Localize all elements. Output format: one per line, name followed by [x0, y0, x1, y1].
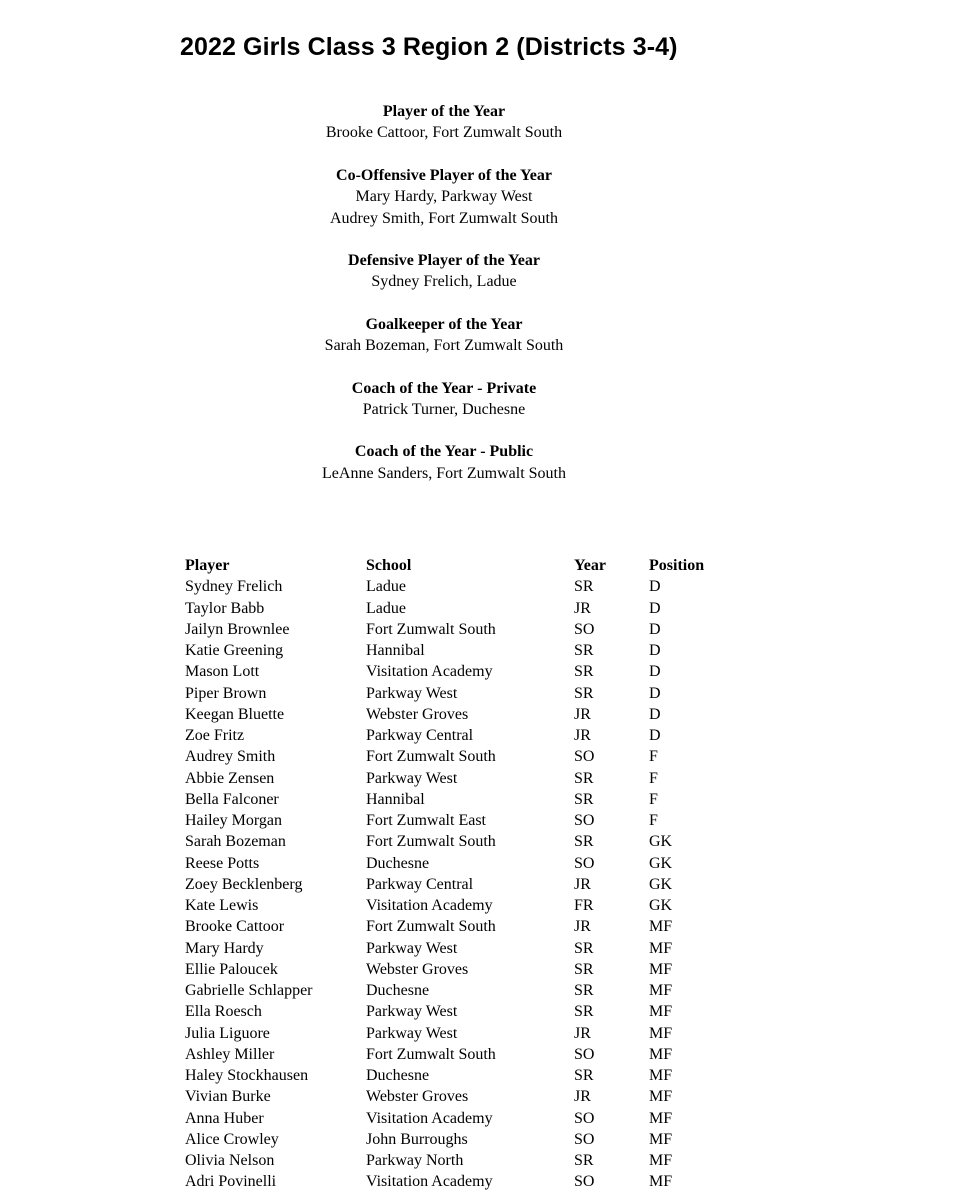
award-recipient: Sydney Frelich, Ladue	[371, 273, 517, 291]
year-cell: SR	[574, 982, 594, 999]
school-cell: Fort Zumwalt East	[366, 812, 486, 829]
year-cell: SO	[574, 748, 595, 766]
position-cell: D	[649, 599, 661, 617]
position-cell: MF	[649, 918, 673, 936]
table-row	[185, 1001, 729, 1022]
school-cell: Visitation Academy	[366, 1173, 493, 1191]
player-name-cell: Hailey Morgan	[185, 812, 283, 829]
award-block	[0, 165, 888, 229]
school-cell: Duchesne	[366, 854, 430, 872]
award-block	[0, 441, 888, 484]
table-row	[185, 938, 729, 959]
player-name-cell: Kate Lewis	[185, 897, 259, 914]
table-row	[185, 661, 729, 682]
table-row	[185, 831, 729, 852]
position-cell: D	[649, 684, 661, 702]
year-cell: SR	[574, 1152, 594, 1169]
table-row	[185, 746, 729, 767]
table-row	[185, 683, 729, 704]
table-row	[185, 640, 729, 661]
table-row	[185, 1129, 729, 1150]
year-cell: JR	[574, 599, 591, 617]
school-cell: Parkway North	[366, 1152, 464, 1169]
table-row	[185, 704, 729, 725]
position-cell: D	[649, 642, 661, 659]
position-cell: MF	[649, 1045, 673, 1063]
year-cell: JR	[574, 918, 591, 936]
school-cell: Fort Zumwalt South	[366, 918, 496, 936]
position-cell: MF	[649, 960, 673, 978]
table-row	[185, 810, 729, 831]
school-cell: Webster Groves	[366, 705, 469, 723]
school-cell: Duchesne	[366, 982, 430, 999]
player-name-cell: Bella Falconer	[185, 790, 279, 808]
position-cell: GK	[649, 875, 673, 893]
position-cell: F	[649, 748, 658, 766]
player-name-cell: Olivia Nelson	[185, 1152, 275, 1169]
award-recipient: Sarah Bozeman, Fort Zumwalt South	[324, 337, 564, 355]
position-cell: D	[649, 705, 661, 723]
year-cell: JR	[574, 727, 591, 744]
player-name-cell: Abbie Zensen	[185, 769, 275, 787]
table-row	[185, 768, 729, 789]
school-cell: Webster Groves	[366, 1088, 469, 1106]
table-row	[185, 874, 729, 895]
player-name-cell: Mary Hardy	[185, 939, 264, 957]
table-row	[185, 789, 729, 810]
award-recipient: LeAnne Sanders, Fort Zumwalt South	[322, 464, 566, 482]
player-name-cell: Mason Lott	[185, 663, 260, 681]
player-name-cell: Zoey Becklenberg	[185, 875, 303, 893]
table-row	[185, 598, 729, 619]
year-cell: SR	[574, 642, 594, 659]
school-cell: Duchesne	[366, 1067, 430, 1084]
player-name-cell: Haley Stockhausen	[185, 1067, 309, 1084]
header-player: Player	[185, 557, 230, 574]
table-row	[185, 959, 729, 980]
year-cell: SR	[574, 684, 594, 702]
position-cell: MF	[649, 1067, 673, 1084]
award-heading: Goalkeeper of the Year	[365, 315, 523, 333]
header-year: Year	[574, 557, 606, 574]
school-cell: Visitation Academy	[366, 897, 493, 914]
year-cell: SO	[574, 620, 595, 638]
player-name-cell: Ella Roesch	[185, 1003, 262, 1021]
year-cell: SR	[574, 960, 594, 978]
school-cell: Hannibal	[366, 790, 425, 808]
header-position: Position	[649, 557, 705, 574]
position-cell: GK	[649, 833, 673, 851]
year-cell: JR	[574, 1088, 591, 1106]
year-cell: SO	[574, 1173, 595, 1191]
award-block	[0, 378, 888, 421]
player-name-cell: Jailyn Brownlee	[185, 620, 290, 638]
award-recipient: Mary Hardy, Parkway West	[355, 188, 533, 206]
table-row	[185, 1171, 729, 1192]
player-name-cell: Piper Brown	[185, 684, 267, 702]
school-cell: Ladue	[366, 599, 406, 617]
table-row	[185, 916, 729, 937]
player-name-cell: Ashley Miller	[185, 1045, 275, 1063]
position-cell: D	[649, 578, 661, 596]
position-cell: GK	[649, 897, 673, 914]
year-cell: FR	[574, 897, 594, 914]
position-cell: MF	[649, 1152, 673, 1169]
player-name-cell: Adri Povinelli	[185, 1173, 277, 1191]
position-cell: F	[649, 769, 658, 787]
position-cell: D	[649, 727, 661, 744]
school-cell: Parkway West	[366, 1024, 458, 1042]
position-cell: D	[649, 663, 661, 681]
table-row	[185, 576, 729, 597]
player-name-cell: Anna Huber	[185, 1109, 264, 1127]
school-cell: Fort Zumwalt South	[366, 620, 496, 638]
award-block	[0, 250, 888, 293]
player-name-cell: Audrey Smith	[185, 748, 276, 766]
player-name-cell: Katie Greening	[185, 642, 284, 659]
year-cell: JR	[574, 1024, 591, 1042]
school-cell: Fort Zumwalt South	[366, 1045, 496, 1063]
position-cell: GK	[649, 854, 673, 872]
all-region-table	[185, 555, 729, 1193]
position-cell: MF	[649, 1088, 673, 1106]
player-name-cell: Vivian Burke	[185, 1088, 271, 1106]
year-cell: SR	[574, 1003, 594, 1021]
award-heading: Coach of the Year - Private	[351, 379, 537, 397]
year-cell: SR	[574, 663, 594, 681]
position-cell: MF	[649, 939, 673, 957]
school-cell: Ladue	[366, 578, 406, 596]
player-name-cell: Reese Potts	[185, 854, 260, 872]
year-cell: SO	[574, 1130, 595, 1148]
year-cell: JR	[574, 705, 591, 723]
year-cell: SR	[574, 790, 594, 808]
position-cell: F	[649, 812, 658, 829]
table-row	[185, 1150, 729, 1171]
position-cell: MF	[649, 1024, 673, 1042]
table-row	[185, 1086, 729, 1107]
school-cell: Fort Zumwalt South	[366, 748, 496, 766]
year-cell: SR	[574, 578, 594, 596]
school-cell: Parkway West	[366, 939, 458, 957]
award-heading: Player of the Year	[382, 103, 506, 120]
table-header-row	[185, 555, 729, 576]
player-name-cell: Keegan Bluette	[185, 705, 285, 723]
year-cell: SO	[574, 1045, 595, 1063]
year-cell: SO	[574, 812, 595, 829]
position-cell: MF	[649, 1130, 673, 1148]
award-heading: Coach of the Year - Public	[354, 443, 534, 461]
position-cell: MF	[649, 982, 673, 999]
award-heading: Co-Offensive Player of the Year	[336, 166, 552, 184]
school-cell: Parkway West	[366, 1003, 458, 1021]
award-block	[0, 314, 888, 357]
award-recipient: Audrey Smith, Fort Zumwalt South	[330, 209, 558, 227]
table-row	[185, 895, 729, 916]
award-block	[0, 101, 888, 144]
school-cell: Parkway West	[366, 684, 458, 702]
document-title: 2022 Girls Class 3 Region 2 (Districts 3-4)	[180, 33, 678, 61]
table-row	[185, 725, 729, 746]
table-row	[185, 619, 729, 640]
player-name-cell: Sydney Frelich	[185, 578, 283, 596]
award-recipient: Brooke Cattoor, Fort Zumwalt South	[325, 124, 563, 142]
player-name-cell: Gabrielle Schlapper	[185, 982, 313, 999]
awards-section	[0, 101, 888, 505]
table-row	[185, 1108, 729, 1129]
player-name-cell: Sarah Bozeman	[185, 833, 286, 851]
table-row	[185, 1023, 729, 1044]
year-cell: SR	[574, 1067, 594, 1084]
table-row	[185, 980, 729, 1001]
player-name-cell: Zoe Fritz	[185, 727, 245, 744]
school-cell: Parkway West	[366, 769, 458, 787]
position-cell: F	[649, 790, 658, 808]
year-cell: SR	[574, 833, 594, 851]
table-row	[185, 1044, 729, 1065]
header-school: School	[366, 557, 412, 574]
year-cell: SR	[574, 769, 594, 787]
school-cell: Visitation Academy	[366, 663, 493, 681]
table-row	[185, 1065, 729, 1086]
year-cell: SO	[574, 854, 595, 872]
player-name-cell: Alice Crowley	[185, 1130, 279, 1148]
player-name-cell: Brooke Cattoor	[185, 918, 285, 936]
player-name-cell: Julia Liguore	[185, 1024, 270, 1042]
position-cell: MF	[649, 1109, 673, 1127]
year-cell: SO	[574, 1109, 595, 1127]
year-cell: JR	[574, 875, 591, 893]
position-cell: MF	[649, 1003, 673, 1021]
school-cell: John Burroughs	[366, 1130, 468, 1148]
award-heading: Defensive Player of the Year	[348, 252, 540, 270]
position-cell: MF	[649, 1173, 673, 1191]
school-cell: Parkway Central	[366, 875, 474, 893]
school-cell: Fort Zumwalt South	[366, 833, 496, 851]
position-cell: D	[649, 620, 661, 638]
school-cell: Hannibal	[366, 642, 425, 659]
award-recipient: Patrick Turner, Duchesne	[362, 401, 526, 419]
player-name-cell: Taylor Babb	[185, 599, 265, 617]
year-cell: SR	[574, 939, 594, 957]
school-cell: Webster Groves	[366, 960, 469, 978]
school-cell: Visitation Academy	[366, 1109, 493, 1127]
player-name-cell: Ellie Paloucek	[185, 960, 278, 978]
school-cell: Parkway Central	[366, 727, 474, 744]
table-row	[185, 853, 729, 874]
